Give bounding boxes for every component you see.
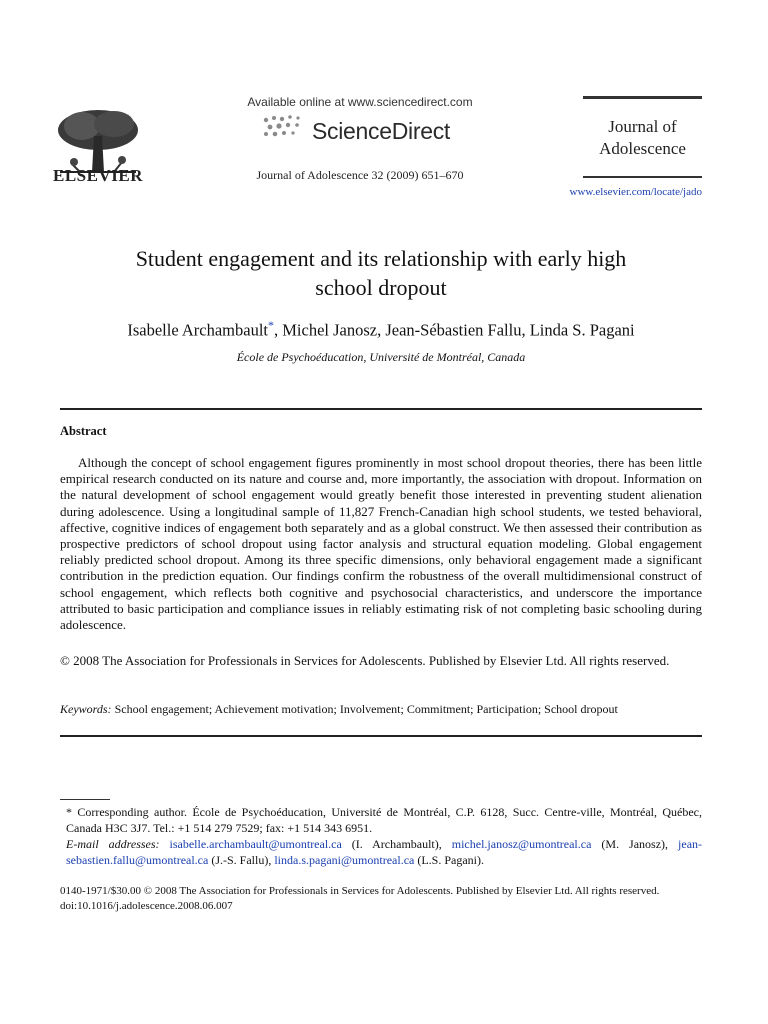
first-author: Isabelle Archambault [127,320,268,340]
email-label: E-mail addresses: [66,837,160,851]
email-owner: (L.S. Pagani). [414,853,485,867]
journal-title [583,116,702,160]
other-authors: , Michel Janosz, Jean-Sébastien Fallu, Linda S. Pagani [274,320,635,340]
article-title-line1: Student engagement and its relationship with early high [135,246,627,271]
journal-title-line2: Adolescence [599,139,686,158]
journal-title-line1: Journal of [608,117,677,136]
sciencedirect-dots-icon [262,114,306,140]
abstract-top-rule [60,408,702,410]
abstract-heading: Abstract [60,424,107,438]
email-owner: (J.-S. Fallu), [208,853,275,867]
email-link-fallu[interactable]: jean-sebastien.fallu@umontreal.ca [66,837,703,867]
issn-line: 0140-1971/$30.00 © 2008 The Association for Professionals in Services for Adolescents. Published by Elsevier Ltd. All rights reserved. [60,885,660,897]
sciencedirect-wordmark: ScienceDirect [312,118,450,144]
doi-line: doi:10.1016/j.adolescence.2008.06.007 [60,900,233,912]
article-title-line2: school dropout [315,275,447,300]
footnote-rule [60,799,110,800]
journal-box-bottom-rule [583,176,702,178]
bottom-matter [60,884,702,914]
available-online-text: Available online at www.sciencedirect.com [247,95,473,109]
keywords-list: School engagement; Achievement motivation; Involvement; Commitment; Participation; School dropout [114,702,618,716]
email-link-janosz[interactable]: michel.janosz@umontreal.ca [451,837,592,851]
email-owner: (M. Janosz), [591,837,679,851]
publisher-name: ELSEVIER [53,166,143,185]
journal-url-link[interactable]: www.elsevier.com/locate/jado [569,186,702,198]
abstract-body: Although the concept of school engagement figures prominently in most school dropout theories, there has been little empirical research conducted on its nature and course and, more importantly, the association with dropout. Information on the natural development of school engagement would greatly benefit those interested in preventing student alienation during adolescence. Using a longitudinal sample of 11,827 French-Canadian high school students, we tested behavioral, affective, cognitive indices of engagement both separately and as a global construct. We then assessed their contribution as prospective predictors of school dropout using factor analysis and structural equation modeling. Global engagement reliably predicted school dropout. Among its three specific dimensions, only behavioral engagement made a significant contribution in the prediction equation. Our findings confirm the robustness of the overall multidimensional construct of school engagement, which reflects both cognitive and psychosocial characteristics, and underscore the importance attributed to basic participation and compliance issues in reliably estimating risk of not completing basic schooling during adolescence. [60,455,702,633]
footnote [60,804,702,868]
email-link-archambault[interactable]: isabelle.archambault@umontreal.ca [169,837,342,851]
author-list [60,318,702,341]
corresponding-author-marker[interactable]: * [268,318,274,332]
email-link-pagani[interactable]: linda.s.pagani@umontreal.ca [274,853,415,867]
keywords-label: Keywords: [60,702,112,716]
journal-box-top-rule [583,96,702,99]
affiliation: École de Psychoéducation, Université de Montréal, Canada [236,350,526,364]
journal-citation: Journal of Adolescence 32 (2009) 651–670 [256,168,464,182]
email-addresses [60,836,702,868]
email-owner: (I. Archambault), [341,837,452,851]
article-title [60,244,702,302]
abstract-copyright: © 2008 The Association for Professionals in Services for Adolescents. Published by Elsevier Ltd. All rights reserved. [60,653,670,668]
keywords [60,702,702,717]
abstract-bottom-rule [60,735,702,737]
corresponding-author-note: * Corresponding author. École de Psychoéducation, Université de Montréal, C.P. 6128, Succ. Centre-ville, Montréal, Québec, Canada H3C 3J7. Tel.: +1 514 279 7529; fax: +1 514 343 6951. [66,805,702,835]
